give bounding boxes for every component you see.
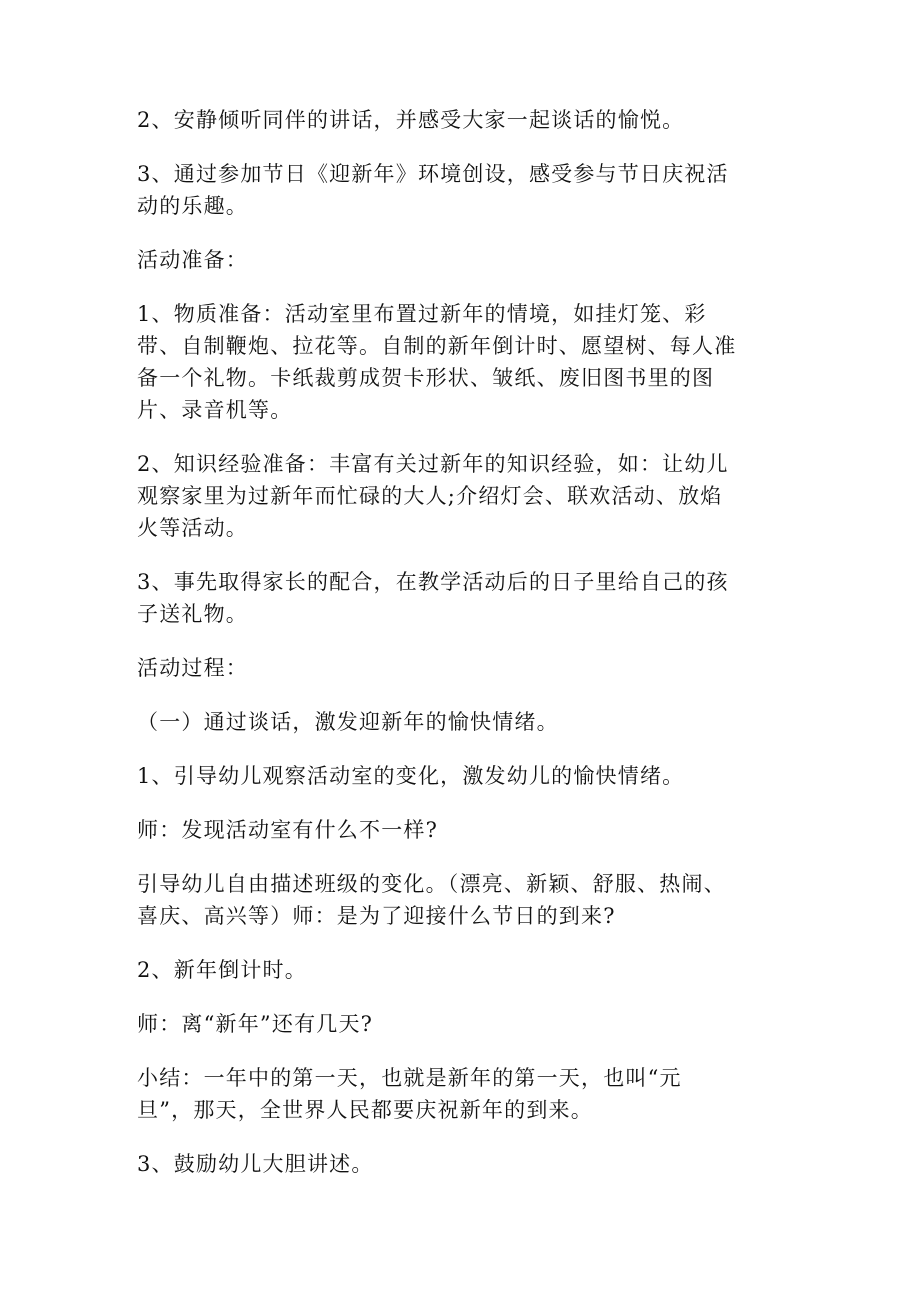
text-line: 2、新年倒计时。 (137, 958, 307, 982)
text-line: 2、知识经验准备：丰富有关过新年的知识经验，如：让幼儿 (137, 452, 729, 476)
text-line: 子送礼物。 (137, 602, 248, 626)
heading-text: 活动过程： (137, 656, 248, 680)
text-line: 师：离“新年”还有几天? (137, 1012, 374, 1036)
paragraph-goal-3 (137, 158, 777, 222)
paragraph-step-2 (137, 954, 777, 986)
text-line: 小结：一年中的第一天，也就是新年的第一天，也叫“元 (137, 1066, 682, 1090)
text-line: （一）通过谈话，激发迎新年的愉快情绪。 (137, 710, 559, 734)
text-line: 3、鼓励幼儿大胆讲述。 (137, 1152, 374, 1176)
text-line: 观察家里为过新年而忙碌的大人;介绍灯会、联欢活动、放焰 (137, 484, 723, 508)
paragraph-parent-prep (137, 566, 777, 630)
paragraph-material-prep (137, 298, 777, 426)
paragraph-goal-2 (137, 104, 777, 136)
text-line: 喜庆、高兴等）师：是为了迎接什么节日的到来? (137, 904, 616, 928)
paragraph-guide-describe (137, 868, 777, 932)
section-heading-preparation (137, 244, 777, 276)
paragraph-step-3 (137, 1148, 777, 1180)
paragraph-summary (137, 1062, 777, 1126)
text-line: 1、引导幼儿观察活动室的变化，激发幼儿的愉快情绪。 (137, 764, 685, 788)
text-line: 动的乐趣。 (137, 194, 248, 218)
text-line: 备一个礼物。卡纸裁剪成贺卡形状、皱纸、废旧图书里的图 (137, 366, 715, 390)
text-line: 2、安静倾听同伴的讲话，并感受大家一起谈话的愉悦。 (137, 108, 685, 132)
document-page (137, 104, 777, 1202)
text-line: 引导幼儿自由描述班级的变化。（漂亮、新颖、舒服、热闹、 (137, 872, 726, 896)
text-line: 片、录音机等。 (137, 398, 293, 422)
heading-text: 活动准备： (137, 248, 248, 272)
text-line: 带、自制鞭炮、拉花等。自制的新年倒计时、愿望树、每人准 (137, 334, 737, 358)
paragraph-step-one (137, 706, 777, 738)
text-line: 3、事先取得家长的配合，在教学活动后的日子里给自己的孩 (137, 570, 729, 594)
text-line: 1、物质准备：活动室里布置过新年的情境，如挂灯笼、彩 (137, 302, 707, 326)
paragraph-step-1 (137, 760, 777, 792)
section-heading-process (137, 652, 777, 684)
text-line: 火等活动。 (137, 516, 248, 540)
text-line: 师：发现活动室有什么不一样? (137, 818, 439, 842)
text-line: 3、通过参加节日《迎新年》环境创设，感受参与节日庆祝活 (137, 162, 729, 186)
text-line: 旦”，那天，全世界人民都要庆祝新年的到来。 (137, 1098, 593, 1122)
paragraph-teacher-question-2 (137, 1008, 777, 1040)
paragraph-knowledge-prep (137, 448, 777, 544)
paragraph-teacher-question-1 (137, 814, 777, 846)
